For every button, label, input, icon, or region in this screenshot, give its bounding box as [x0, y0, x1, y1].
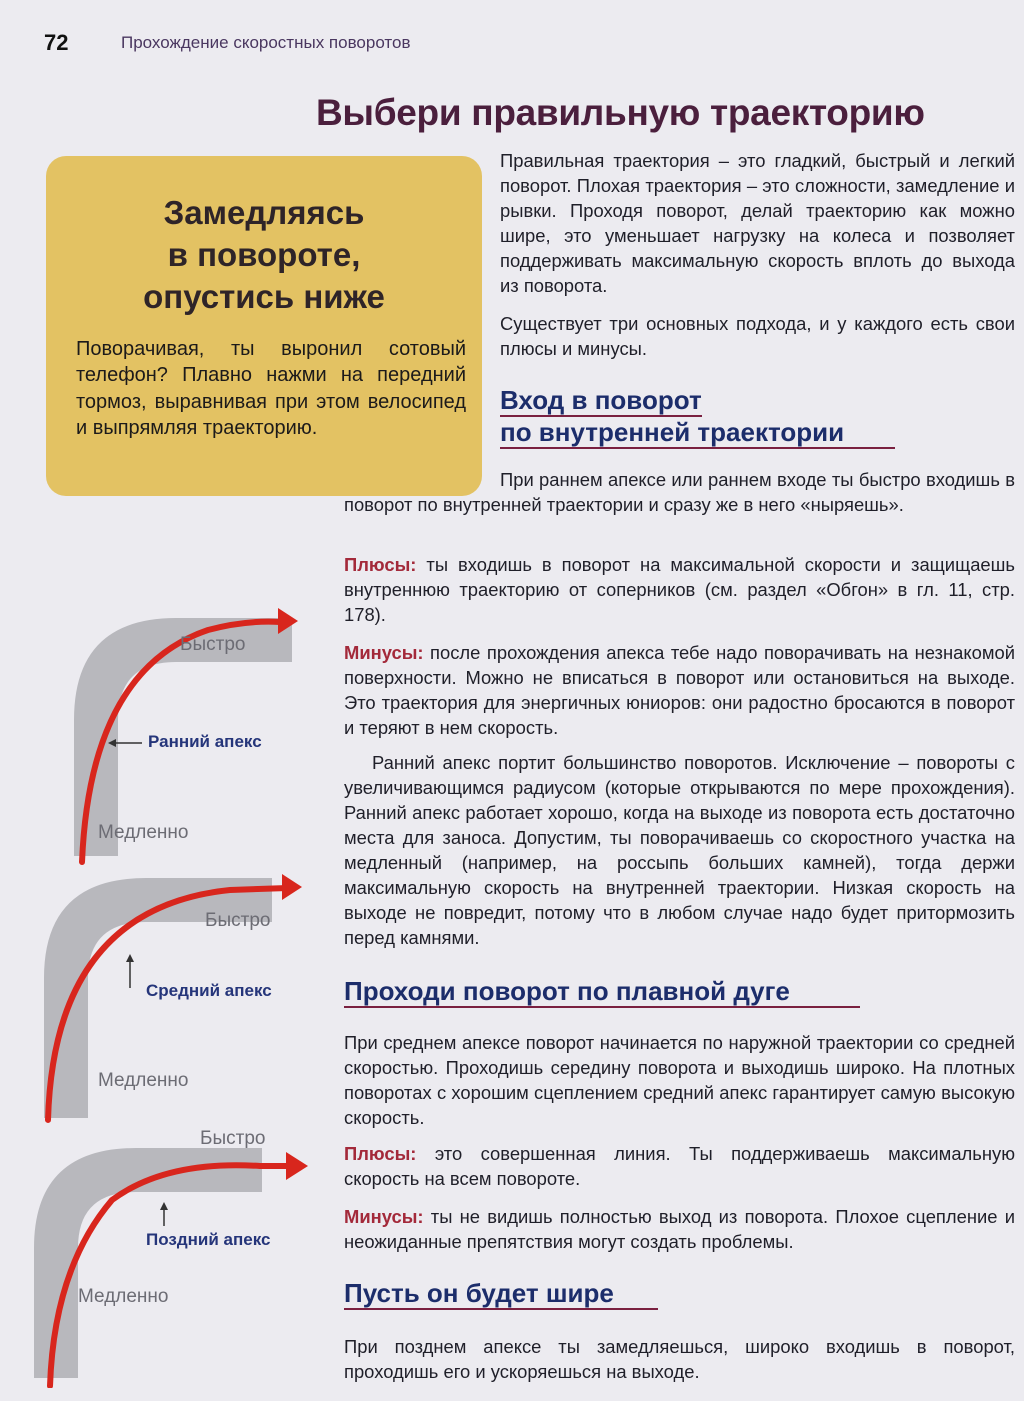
tip-body: Поворачивая, ты выронил сотовый телефон? Плавно нажми на передний тормоз, выравнивая при этом велосипед и выпрямляя траекторию. — [76, 338, 466, 439]
section-heading-mid-apex — [344, 976, 860, 1008]
slow-label: Медленно — [78, 1286, 169, 1307]
tip-box — [46, 156, 482, 496]
main-title: Выбери правильную траекторию — [316, 92, 925, 133]
apex-pointer-head — [126, 954, 134, 962]
minus-text: после прохождения апекса тебе надо поворачивать на незнакомой поверхности. Можно не вписаться в поворот или остановиться на выходе. Это траектория для энергичных юниоров: они радостно бросаются в поворот и теряют в нем скорость. — [344, 642, 1015, 738]
section1-paragraph: При раннем апексе или раннем входе ты быстро входишь в поворот по внутренней траектории и сразу же в него «ныряешь». — [344, 469, 1015, 515]
apex-label: Средний апекс — [146, 981, 272, 1000]
section1-minus — [344, 640, 1015, 740]
running-title: Прохождение скоростных поворотов — [121, 33, 411, 52]
heading-line: Пусть он будет шире — [344, 1278, 658, 1310]
section-heading-early-apex — [500, 385, 895, 449]
intro-paragraph: Существует три основных подхода, и у каждого есть свои плюсы и минусы. — [500, 313, 1015, 359]
tip-title — [46, 192, 482, 318]
diagram-late-apex — [30, 1138, 330, 1388]
section2-plus — [344, 1141, 1015, 1191]
corner-diagram-svg — [30, 1138, 330, 1388]
page-number: 72 — [44, 30, 69, 55]
fast-label: Быстро — [205, 910, 271, 931]
plus-text: ты входишь в поворот на максимальной скорости и защищаешь внутреннюю траекторию от соперников (см. раздел «Обгон» в гл. 11, стр. 178). — [344, 554, 1015, 625]
heading-line: по внутренней траектории — [500, 417, 895, 449]
intro-paragraph: Правильная траектория – это гладкий, быстрый и легкий поворот. Плохая траектория – это сложности, замедление и рывки. Проходя поворот, делай траекторию как можно шире, это уменьшает нагрузку на колеса и позволяет поддерживать максимальную скорость вплоть до выхода из поворота. — [500, 150, 1015, 296]
section-heading-late-apex — [344, 1278, 658, 1310]
arrowhead — [282, 874, 302, 900]
plus-label: Плюсы: — [344, 1143, 417, 1164]
section3-paragraph: При позднем апексе ты замедляешься, широко входишь в поворот, проходишь его и ускоряешься на выходе. — [344, 1336, 1015, 1382]
apex-label: Поздний апекс — [146, 1230, 271, 1249]
section2-paragraph: При среднем апексе поворот начинается по наружной траектории со средней скоростью. Проходишь середину поворота и выходишь широко. На плотных поворотах с хорошим сцеплением средний апекс гарантирует самую высокую скорость. — [344, 1032, 1015, 1128]
fast-label: Быстро — [200, 1128, 266, 1149]
apex-label: Ранний апекс — [148, 732, 262, 751]
tip-title-line: опустись ниже — [143, 278, 385, 315]
tip-title-line: Замедляясь — [163, 194, 365, 231]
section1-plus — [344, 552, 1015, 627]
heading-line: Проходи поворот по плавной дуге — [344, 976, 860, 1008]
heading-line: Вход в поворот — [500, 385, 702, 415]
minus-label: Минусы: — [344, 642, 424, 663]
apex-pointer-head — [160, 1202, 168, 1210]
arrowhead — [286, 1152, 308, 1180]
tip-title-line: в повороте, — [167, 236, 361, 273]
slow-label: Медленно — [98, 1070, 189, 1091]
minus-text: ты не видишь полностью выход из поворота. Плохое сцепление и неожиданные препятствия могут создать проблемы. — [344, 1206, 1015, 1252]
slow-label: Медленно — [98, 822, 189, 843]
fast-label: Быстро — [180, 634, 246, 655]
section2-minus — [344, 1204, 1015, 1254]
minus-label: Минусы: — [344, 1206, 424, 1227]
section1-paragraph: Ранний апекс портит большинство поворотов. Исключение – повороты с увеличивающимся радиусом (которые открываются по мере прохождения). Ранний апекс работает хорошо, когда на выходе из поворота есть достаточно места для заноса. Допустим, ты поворачиваешь со скоростного участка на медленный (например, на россыпь больших камней), тогда держи максимальную скорость на внутренней траектории. Низкая скорость на выходе не повредит, потому что в любом случае надо будет притормозить перед камнями. — [344, 752, 1015, 948]
plus-label: Плюсы: — [344, 554, 417, 575]
plus-text: это совершенная линия. Ты поддерживаешь максимальную скорость на всем повороте. — [344, 1143, 1015, 1189]
